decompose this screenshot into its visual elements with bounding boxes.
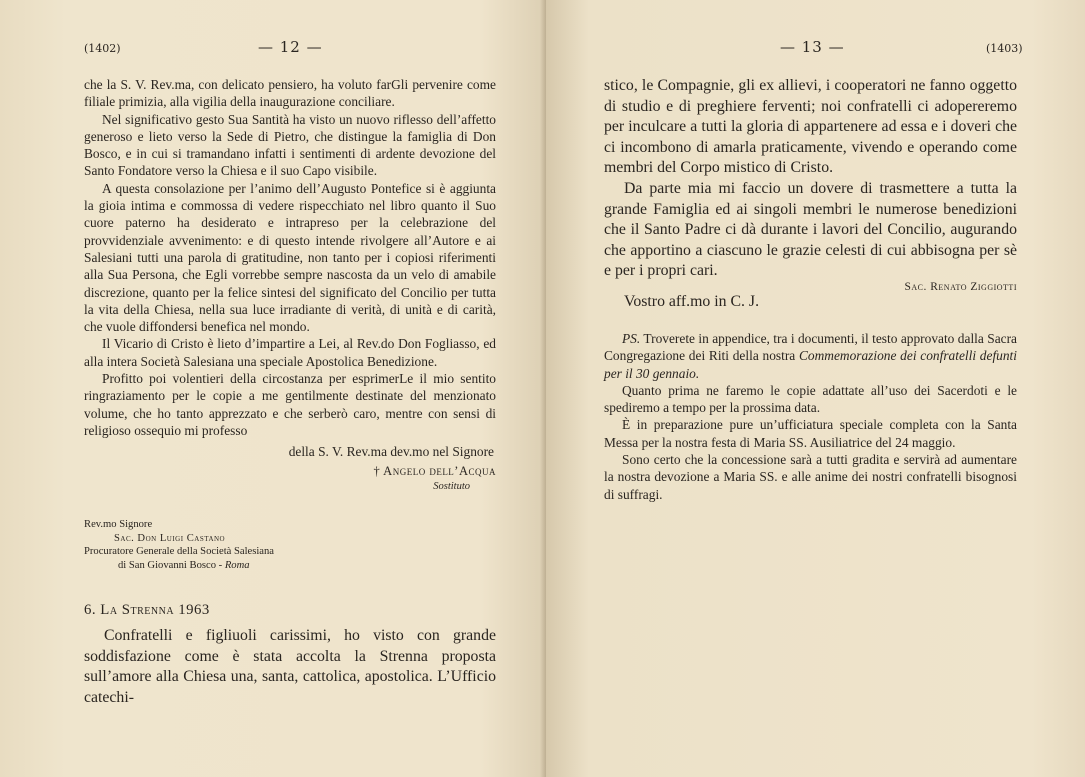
ps-paragraph: È in preparazione pure un’ufficiatura speciale completa con la Santa Messa per la nostra festa di Maria SS. Ausiliatrice del 24 maggio. (604, 417, 1017, 450)
letter-paragraph: stico, le Compagnie, gli ex allievi, i cooperatori ne fanno oggetto di studio e di preghiere ferventi; noi confratelli ci adopereremo per inculcare a tutti la gloria di appartenere ad essa e i doveri che ci incombono di amarla praticamente, vivendo e operando come membri del Corpo mistico di Cristo. (604, 77, 1017, 177)
right-page-header-ref: (1403) (986, 42, 1023, 55)
letter-paragraph: Da parte mia mi faccio un dovere di trasmettere a tutta la grande Famiglia ed ai singoli membri le numerose benedizioni che il Santo Padre ci dà durante i lavori del Concilio, augurando che apportino a ciascuno le grazie celesti di cui abbisogna per sè e per i propri cari. (604, 179, 1017, 280)
letter-paragraph: A questa consolazione per l’animo dell’Augusto Pontefice si è aggiunta la gioia intima e commossa di vedere rispecchiato nel libro quanto il Suo cuore paterno ha desiderato e intrapreso per la celebrazione del provvidenziale avvenimento: e di questo intende rivolgere all’Autore e ai Salesiani tutti una parola di gratitudine, non tanto per i copiosi riferimenti alla Sua Persona, che Egli vorrebbe sempre nascosta da un velo di amabile discrezione, quanto per la felice sintesi del significato del Concilio per tutta la vita della Chiesa, nella sua luce irradiante di verità, di unità e di carità, che vuole diffondersi benefica nel mondo. (84, 180, 496, 335)
left-letter-body (84, 76, 496, 494)
address-line: Procuratore Generale della Società Salesiana (84, 546, 275, 558)
address-city: Roma (224, 559, 250, 571)
left-section-body (84, 626, 496, 708)
section-heading: 6. La Strenna 1963 (84, 602, 210, 618)
letter-closing: della S. V. Rev.ma dev.mo nel Signore (288, 444, 494, 460)
letter-signature: † Angelo dell’Acqua (373, 463, 496, 478)
address-line-city (84, 559, 274, 573)
left-page-header-ref: (1402) (84, 42, 121, 55)
letter-address-block (84, 518, 274, 572)
letter-paragraph: Il Vicario di Cristo è lieto d’impartire a Lei, al Rev.do Don Fogliasso, ed alla intera Società Salesiana una speciale Apostolica Benedizione. (84, 336, 496, 369)
address-line: Rev.mo Signore (84, 519, 153, 530)
letter-paragraph: che la S. V. Rev.ma, con delicato pensiero, ha voluto farGli pervenire come filiale primizia, alla vigilia della inaugurazione conciliare. (84, 77, 496, 110)
ps-paragraph (604, 330, 1017, 382)
postscript-block (604, 330, 1017, 503)
letter-greeting: Vostro aff.mo in C. J. (624, 292, 760, 310)
section-paragraph: Confratelli e figliuoli carissimi, ho visto con grande soddisfazione come è stata accolta la Strenna proposta sull’amore alla Chiesa una, santa, cattolica, apostolica. L’Ufficio catechi- (84, 627, 496, 706)
letter-paragraph: Profitto poi volentieri della circostanza per esprimerLe il mio sentito ringraziamento per le copie a me gentilmente destinate del menzionato volume, che ho tanto apprezzato e che serberò caro, mentre con sensi di religioso ossequio mi professo (84, 371, 496, 438)
right-page (546, 0, 1085, 777)
ps-paragraph: Sono certo che la concessione sarà a tutti gradita e servirà ad aumentare la nostra devozione a Maria SS. e alle anime dei nostri confratelli bisognosi di suffragi. (604, 452, 1017, 502)
right-signature: Sac. Renato Ziggiotti (904, 281, 1017, 293)
ps-label: PS. (622, 331, 641, 346)
left-page-number: — 12 — (258, 38, 323, 56)
ps-title: Commemorazione dei confratelli defunti per il 30 gennaio. (604, 348, 1018, 381)
address-line-prefix: di San Giovanni Bosco - (118, 559, 225, 571)
ps-paragraph: Quanto prima ne faremo le copie adattate all’uso dei Sacerdoti e le spediremo a tempo per la prossima data. (604, 382, 1017, 416)
letter-paragraph: Nel significativo gesto Sua Santità ha visto un nuovo riflesso dell’affetto generoso e lieto verso la Sede di Pietro, che distingue la famiglia di Don Bosco, e in cui si tramandano infatti i sentimenti di ardente devozione del Santo Fondatore verso la Chiesa e il suo Capo visibile. (84, 111, 496, 179)
right-letter-body (604, 76, 1017, 313)
address-line: Sac. Don Luigi Castano (114, 532, 226, 544)
ps-text: Troverete in appendice, tra i documenti, il testo approvato dalla Sacra Congregazione dei Riti della nostra (604, 331, 1017, 364)
right-page-number: — 13 — (780, 38, 845, 56)
letter-signature-title: Sostituto (433, 480, 470, 492)
